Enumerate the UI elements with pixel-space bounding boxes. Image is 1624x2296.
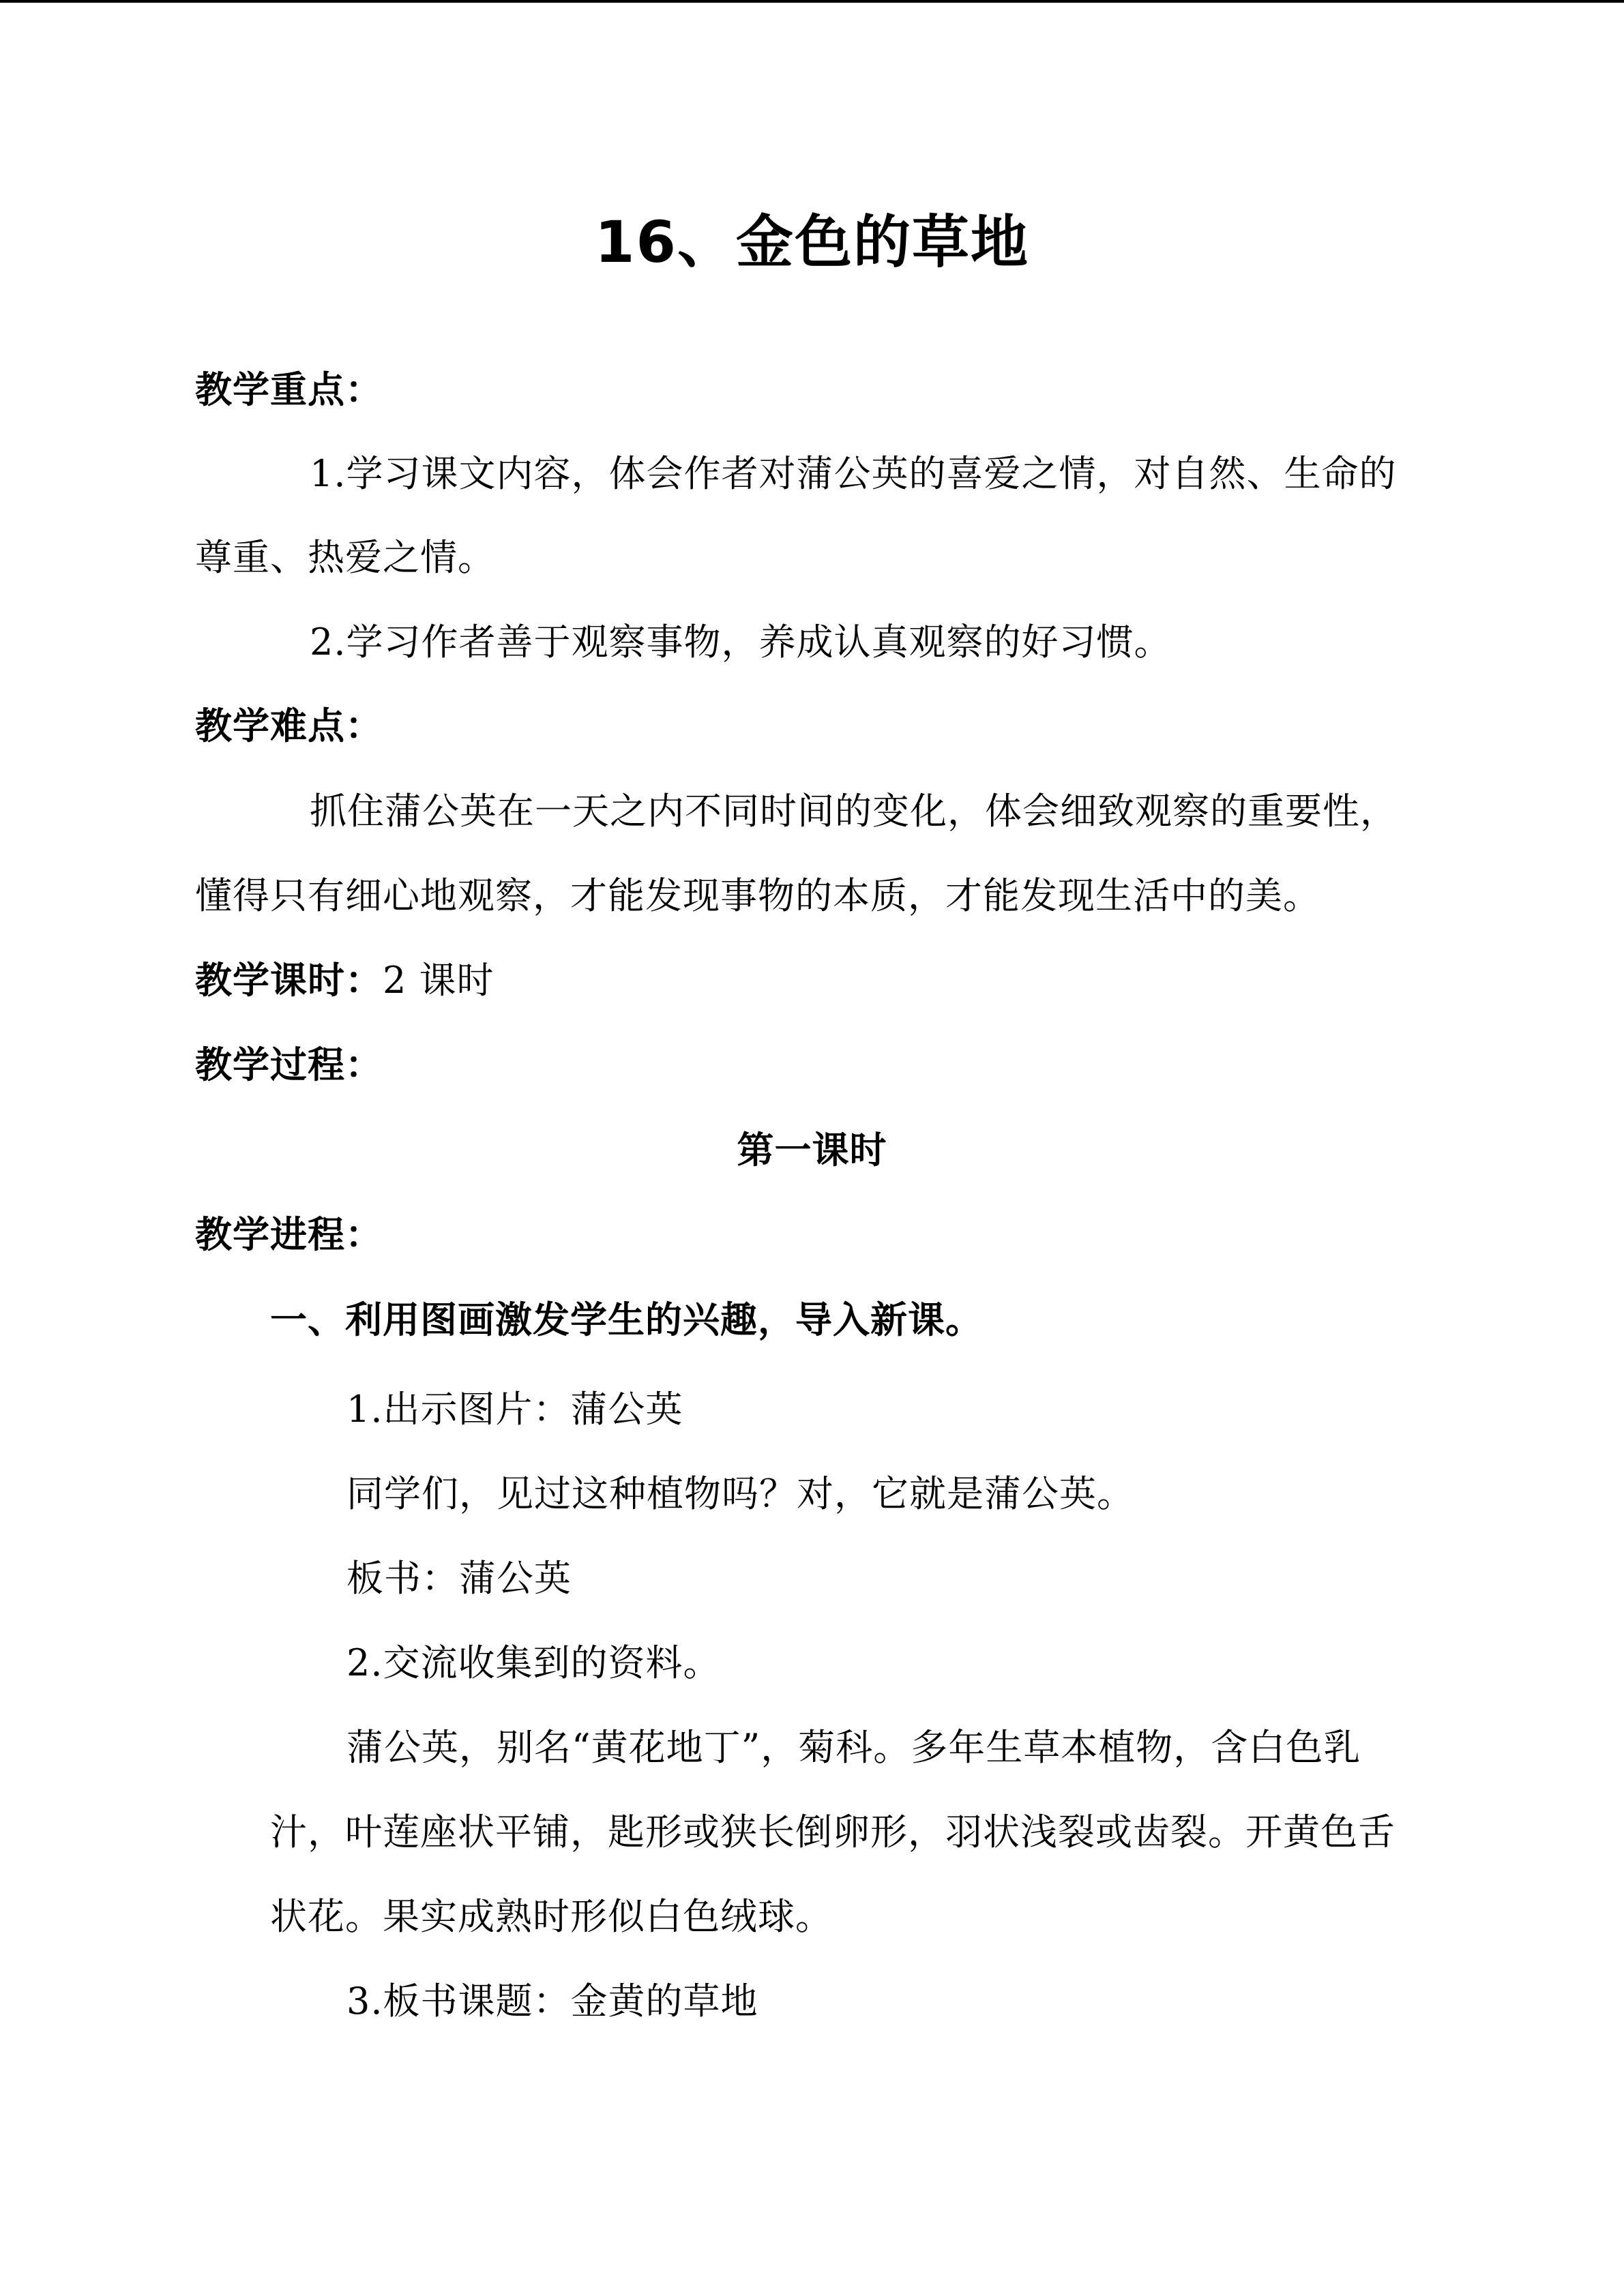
lesson-heading: 第一课时 — [737, 1129, 887, 1172]
key-point-1-line-2: 尊重、热爱之情。 — [195, 536, 495, 579]
difficulty-line-1: 抓住蒲公英在一天之内不同时间的变化，体会细致观察的重要性， — [310, 790, 1398, 833]
periods-value: 2 课时 — [383, 959, 494, 1002]
section-one-line-3: 板书：蒲公英 — [346, 1557, 572, 1600]
key-point-1-line-1: 1.学习课文内容，体会作者对蒲公英的喜爱之情，对自然、生命的 — [310, 452, 1397, 495]
section-one-line-6: 汁，叶莲座状平铺，匙形或狭长倒卵形，羽状浅裂或齿裂。开黄色舌 — [270, 1810, 1396, 1853]
section-one-line-4: 2.交流收集到的资料。 — [346, 1641, 721, 1684]
key-points-heading: 教学重点： — [195, 368, 383, 411]
section-one-line-2: 同学们，见过这种植物吗？对，它就是蒲公英。 — [346, 1472, 1134, 1515]
progress-heading: 教学进程： — [195, 1213, 383, 1256]
section-one-line-1: 1.出示图片：蒲公英 — [346, 1388, 683, 1431]
key-point-2: 2.学习作者善于观察事物，养成认真观察的好习惯。 — [310, 621, 1172, 664]
difficulties-heading: 教学难点： — [195, 704, 383, 747]
section-one-line-7: 状花。果实成熟时形似白色绒球。 — [270, 1895, 833, 1938]
difficulty-line-2: 懂得只有细心地观察，才能发现事物的本质，才能发现生活中的美。 — [195, 874, 1320, 917]
periods-row — [195, 959, 494, 1002]
section-one-heading: 一、利用图画激发学生的兴趣，导入新课。 — [270, 1298, 983, 1341]
process-heading: 教学过程： — [195, 1043, 383, 1086]
periods-heading: 教学课时： — [195, 959, 383, 1002]
section-one-line-8: 3.板书课题：金黄的草地 — [346, 1980, 758, 2023]
section-one-line-5: 蒲公英，别名“黄花地丁”，菊科。多年生草本植物，含白色乳 — [346, 1726, 1361, 1769]
document-title: 16、金色的草地 — [595, 209, 1029, 275]
